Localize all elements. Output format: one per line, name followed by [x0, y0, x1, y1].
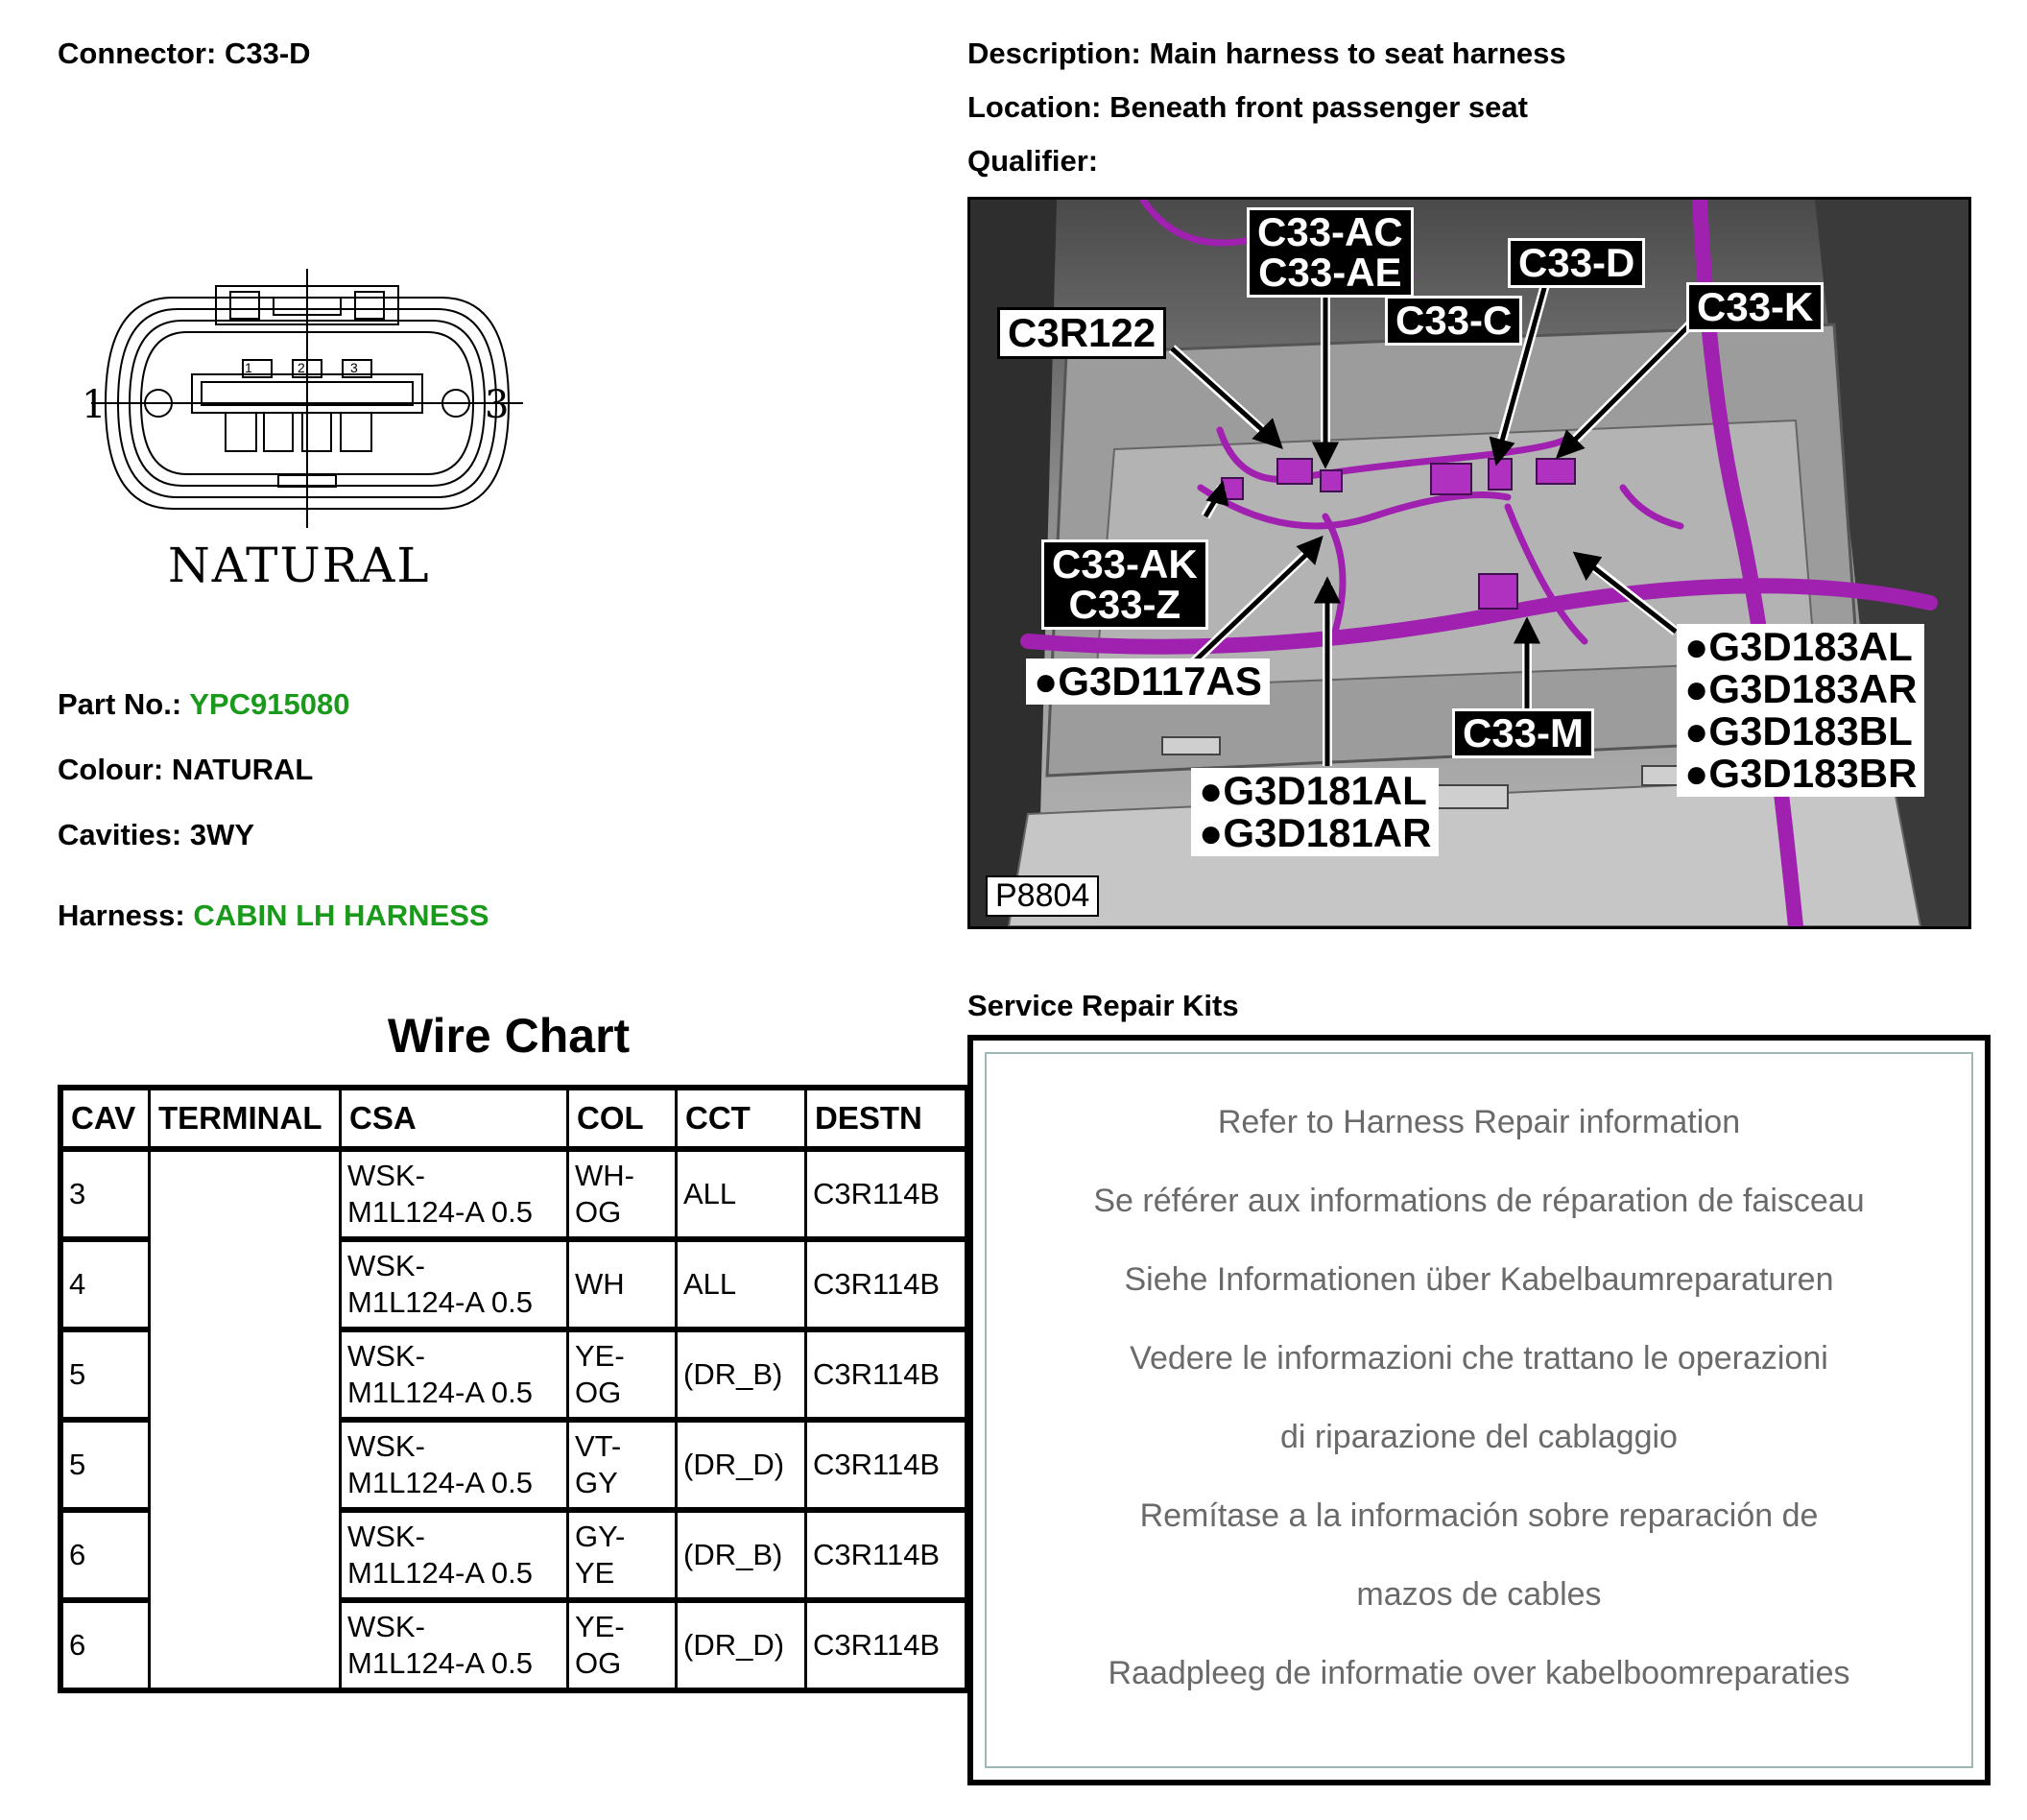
harness-field [58, 898, 489, 933]
repair-line: Vedere le informazioni che trattano le operazioni [1130, 1340, 1828, 1377]
colour-label: Colour: [58, 753, 164, 786]
cell-cav: 6 [60, 1510, 150, 1600]
callout-c33-d: C33-D [1508, 238, 1645, 288]
repair-line: Raadpleeg de informatie over kabelboomreparaties [1108, 1655, 1850, 1691]
callout-c33-c: C33-C [1385, 296, 1522, 346]
part-no-label: Part No.: [58, 687, 182, 721]
location-label: Location: [967, 90, 1102, 124]
cell-col: VT- GY [568, 1420, 677, 1510]
cell-col: WH- OG [568, 1149, 677, 1239]
cell-csa: WSK- M1L124-A 0.5 [341, 1329, 568, 1420]
callout-c33-ak-z: C33-AK C33-Z [1041, 539, 1208, 630]
cell-col: YE- OG [568, 1329, 677, 1420]
cell-terminal [150, 1149, 341, 1690]
callout-c33-m: C33-M [1452, 708, 1594, 758]
cell-cct: (DR_D) [677, 1600, 806, 1690]
part-no-field [58, 687, 349, 722]
cavities-value: 3WY [189, 818, 255, 851]
cell-destn: C3R114B [806, 1239, 968, 1329]
cell-col: GY- YE [568, 1510, 677, 1600]
cell-csa: WSK- M1L124-A 0.5 [341, 1420, 568, 1510]
cell-cct: ALL [677, 1239, 806, 1329]
qualifier-label: Qualifier: [967, 144, 1099, 178]
connector-label: Connector: [58, 36, 217, 70]
description-value: Main harness to seat harness [1149, 36, 1566, 70]
description-field [967, 36, 1566, 71]
pin-label-3: 3 [350, 360, 358, 375]
header-terminal: TERMINAL [150, 1088, 341, 1149]
cell-csa: WSK- M1L124-A 0.5 [341, 1510, 568, 1600]
connector-field [58, 36, 311, 71]
colour-value: NATURAL [171, 753, 314, 786]
cell-csa: WSK- M1L124-A 0.5 [341, 1239, 568, 1329]
header-cct: CCT [677, 1088, 806, 1149]
cell-col: YE- OG [568, 1600, 677, 1690]
repair-kits-inner [985, 1052, 1973, 1768]
callout-c33-ac-ae: C33-AC C33-AE [1247, 207, 1414, 298]
wire-chart-header-row [60, 1088, 967, 1149]
cell-cct: (DR_B) [677, 1329, 806, 1420]
callout-g3d183: ●G3D183AL ●G3D183AR ●G3D183BL ●G3D183BR [1677, 624, 1924, 797]
table-row [60, 1149, 967, 1239]
location-field [967, 90, 1528, 125]
callout-g3d117as: ●G3D117AS [1026, 659, 1270, 705]
callout-c3r122: C3R122 [997, 307, 1166, 359]
repair-line: Se référer aux informations de réparation de faisceau [1093, 1183, 1865, 1219]
location-value: Beneath front passenger seat [1109, 90, 1528, 124]
part-no-link[interactable]: YPC915080 [189, 687, 350, 721]
header-cav: CAV [60, 1088, 150, 1149]
wire-chart-table [58, 1085, 970, 1693]
description-label: Description: [967, 36, 1141, 70]
repair-kits-box [967, 1035, 1991, 1785]
cell-cct: (DR_D) [677, 1420, 806, 1510]
repair-line: Siehe Informationen über Kabelbaumreparaturen [1124, 1261, 1834, 1298]
connector-colour-caption: NATURAL [168, 538, 431, 593]
cell-destn: C3R114B [806, 1149, 968, 1239]
cell-col: WH [568, 1239, 677, 1329]
connector-value: C33-D [224, 36, 311, 70]
cell-destn: C3R114B [806, 1329, 968, 1420]
pin-number-right: 3 [485, 383, 510, 427]
repair-kits-title: Service Repair Kits [967, 989, 1239, 1022]
cell-csa: WSK- M1L124-A 0.5 [341, 1149, 568, 1239]
repair-line: Remítase a la información sobre reparación de [1139, 1497, 1819, 1534]
repair-line: mazos de cables [1356, 1576, 1602, 1613]
header-destn: DESTN [806, 1088, 968, 1149]
photo-reference: P8804 [986, 875, 1099, 917]
harness-link[interactable]: CABIN LH HARNESS [193, 898, 489, 932]
pin-label-2: 2 [298, 360, 305, 375]
pin-number-left: 1 [82, 383, 107, 427]
callout-g3d181: ●G3D181AL ●G3D181AR [1191, 768, 1439, 856]
location-photo [967, 197, 1971, 929]
harness-label: Harness: [58, 898, 185, 932]
cell-destn: C3R114B [806, 1420, 968, 1510]
pin-label-1: 1 [245, 360, 252, 375]
repair-line: di riparazione del cablaggio [1280, 1419, 1678, 1455]
cell-cav: 4 [60, 1239, 150, 1329]
cavities-label: Cavities: [58, 818, 182, 851]
cavities-field [58, 818, 254, 852]
colour-field [58, 753, 313, 787]
cell-cav: 3 [60, 1149, 150, 1239]
cell-cav: 6 [60, 1600, 150, 1690]
wire-chart-title: Wire Chart [387, 1009, 631, 1063]
cell-csa: WSK- M1L124-A 0.5 [341, 1600, 568, 1690]
cell-cct: ALL [677, 1149, 806, 1239]
cell-destn: C3R114B [806, 1510, 968, 1600]
header-col: COL [568, 1088, 677, 1149]
callout-c33-k: C33-K [1686, 282, 1824, 332]
qualifier-field [967, 144, 1098, 179]
cell-cav: 5 [60, 1329, 150, 1420]
cell-cav: 5 [60, 1420, 150, 1510]
repair-line: Refer to Harness Repair information [1217, 1104, 1741, 1140]
cell-destn: C3R114B [806, 1600, 968, 1690]
cell-cct: (DR_B) [677, 1510, 806, 1600]
header-csa: CSA [341, 1088, 568, 1149]
